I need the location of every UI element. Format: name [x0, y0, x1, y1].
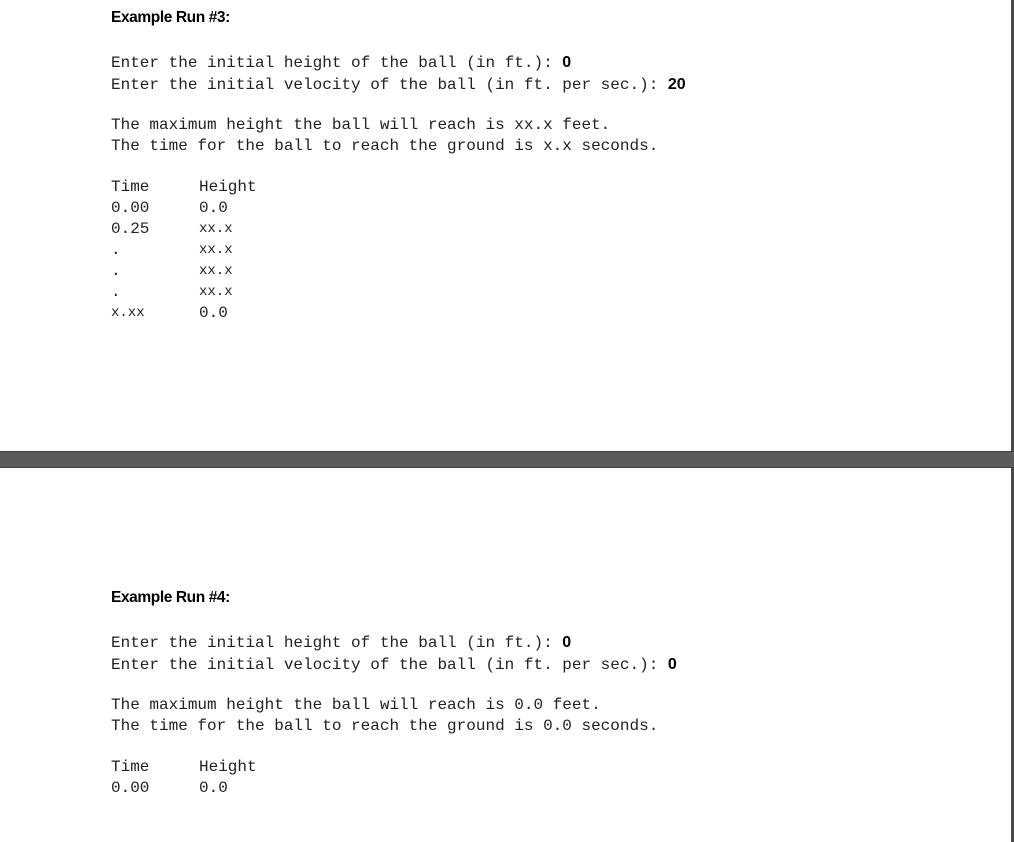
- table-cell-height: xx.x: [199, 284, 233, 300]
- page-example-run-4: [0, 468, 1014, 842]
- table-cell-height: 0.0: [199, 199, 228, 217]
- table-row: [111, 778, 319, 799]
- table-cell-time: .: [111, 262, 121, 280]
- run4-input-height: 0: [562, 634, 572, 651]
- table-cell-time: .: [111, 283, 121, 301]
- table-row: [111, 219, 319, 240]
- table-cell-height: 0.0: [199, 304, 228, 322]
- table-row: [111, 240, 319, 261]
- table-cell-time: x.xx: [111, 305, 145, 321]
- run4-prompt-height: Enter the initial height of the ball (in ft.):: [111, 634, 563, 652]
- run3-max-height-line: The maximum height the ball will reach is xx.x feet.: [111, 116, 611, 134]
- run4-max-height-line: The maximum height the ball will reach is 0.0 feet.: [111, 696, 601, 714]
- run3-output-block: [111, 115, 658, 157]
- table-cell-height: 0.0: [199, 779, 228, 797]
- run4-results-table: [111, 757, 319, 799]
- table-cell-height: xx.x: [199, 221, 233, 237]
- table-cell-time: 0.25: [111, 220, 150, 238]
- run4-heading: Example Run #4:: [111, 589, 230, 606]
- run4-input-block: [111, 632, 677, 676]
- run4-output-block: [111, 695, 658, 737]
- table-header-row: [111, 757, 319, 778]
- table-header-row: [111, 177, 319, 198]
- run3-heading: Example Run #3:: [111, 9, 230, 26]
- table-row: [111, 303, 319, 324]
- run4-prompt-velocity: Enter the initial velocity of the ball (in ft. per sec.):: [111, 656, 668, 674]
- table-row: [111, 282, 319, 303]
- run3-time-line: The time for the ball to reach the ground is x.x seconds.: [111, 137, 659, 155]
- run3-input-height: 0: [562, 54, 572, 71]
- table-header-time: Time: [111, 178, 150, 196]
- page-separator: [0, 451, 1014, 468]
- table-cell-time: 0.00: [111, 199, 150, 217]
- table-cell-height: xx.x: [199, 242, 233, 258]
- run4-input-velocity: 0: [667, 656, 677, 673]
- table-row: [111, 261, 319, 282]
- run4-time-line: The time for the ball to reach the ground is 0.0 seconds.: [111, 717, 659, 735]
- table-header-height: Height: [199, 758, 257, 776]
- run3-input-block: [111, 52, 686, 96]
- table-row: [111, 198, 319, 219]
- table-cell-height: xx.x: [199, 263, 233, 279]
- run3-input-velocity: 20: [667, 76, 686, 93]
- run3-prompt-velocity: Enter the initial velocity of the ball (in ft. per sec.):: [111, 76, 668, 94]
- run3-prompt-height: Enter the initial height of the ball (in ft.):: [111, 54, 563, 72]
- table-header-time: Time: [111, 758, 150, 776]
- table-cell-time: 0.00: [111, 779, 150, 797]
- table-cell-time: .: [111, 241, 121, 259]
- table-header-height: Height: [199, 178, 257, 196]
- run3-results-table: [111, 177, 319, 324]
